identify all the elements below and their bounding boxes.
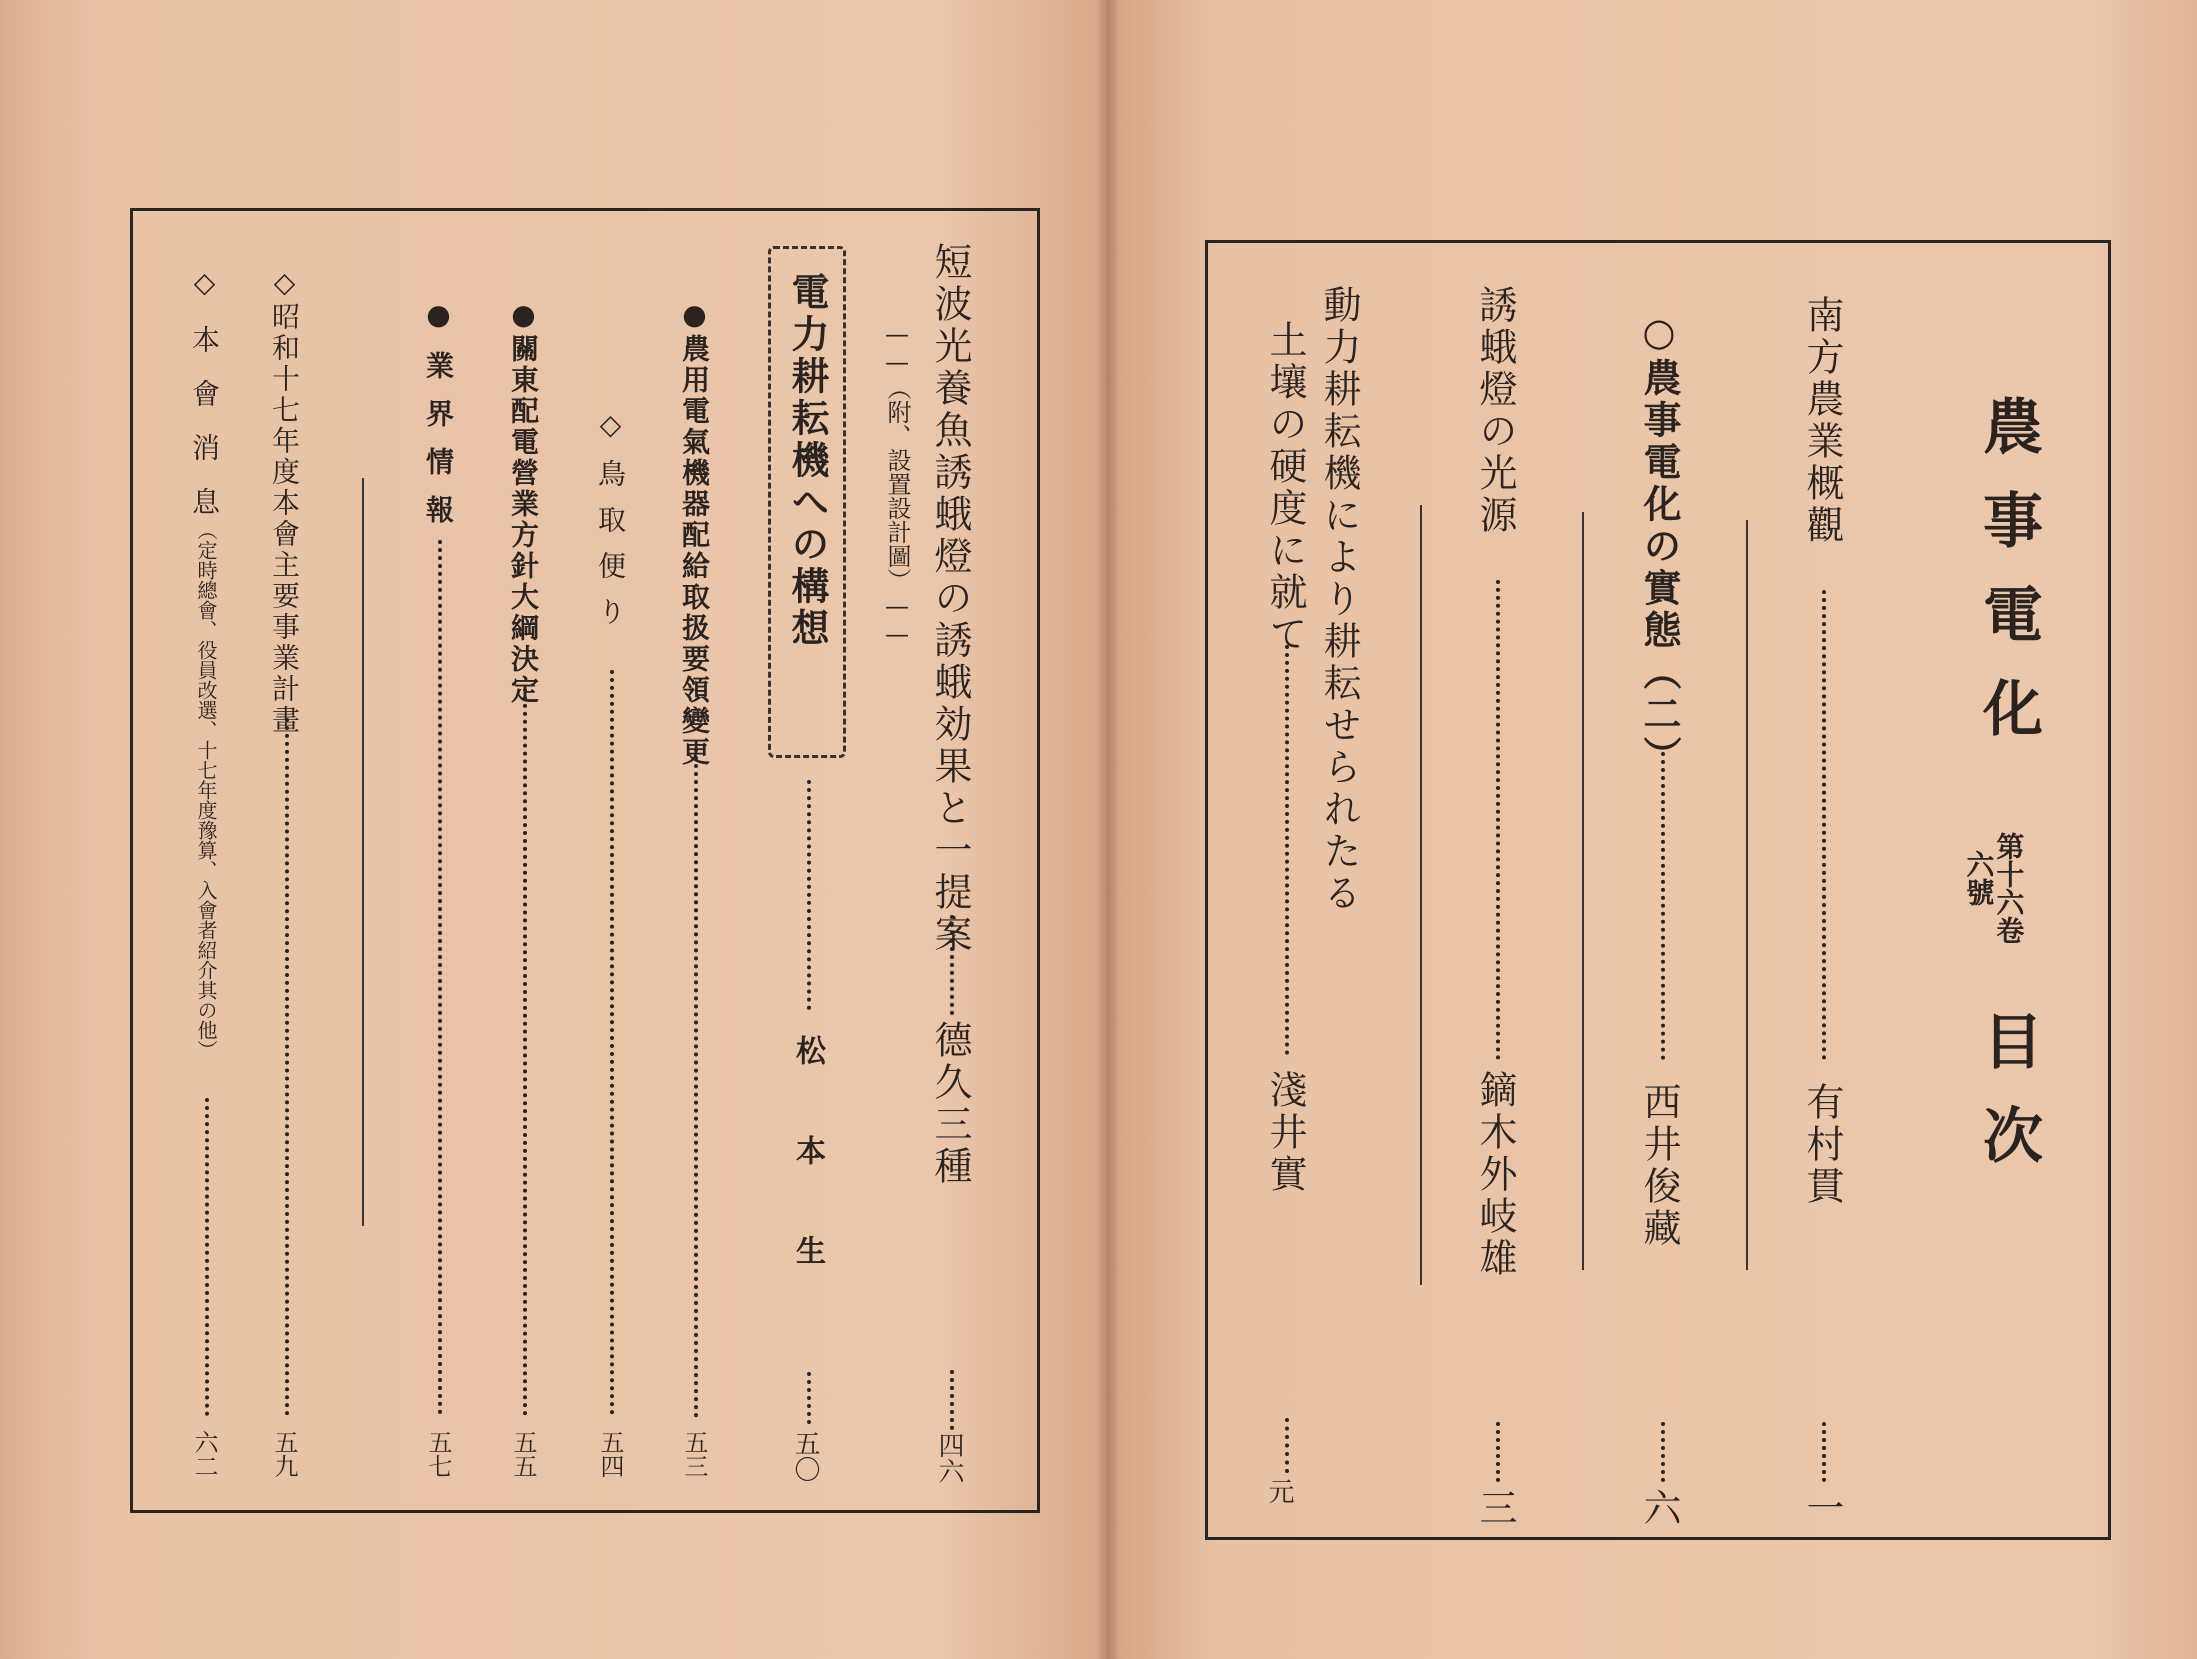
toc-entry-title[interactable]: 短波光養魚誘蛾燈の誘蛾効果と一提案: [928, 242, 972, 956]
dot-leader: [950, 915, 954, 1015]
divider-line: [362, 478, 364, 1226]
toc-entry-page: 元: [1264, 1478, 1294, 1508]
toc-entry-page: 三: [1473, 1488, 1517, 1530]
dot-leader: [1285, 1418, 1289, 1473]
toc-entry-author: 淺井實: [1263, 1070, 1307, 1196]
toc-entry-subtitle: （定時總會、役員改選、十七年度豫算、入會者紹介其の他）: [194, 520, 218, 1060]
divider-line: [1746, 520, 1748, 1270]
dot-leader: [1661, 752, 1665, 1060]
toc-entry-title[interactable]: ●關東配電營業方針大綱決定: [507, 298, 540, 706]
toc-entry-page: 五七: [424, 1430, 452, 1478]
dot-leader: [1285, 645, 1289, 1055]
toc-entry-author: 鏑木外岐雄: [1473, 1070, 1517, 1280]
toc-entry-page: 五九: [270, 1430, 298, 1478]
dot-leader: [205, 1098, 209, 1416]
toc-entry-title[interactable]: ○農事電化の實態（二）: [1637, 310, 1681, 778]
dot-leader: [523, 688, 527, 1416]
toc-entry-title[interactable]: ◇本會消息: [188, 266, 221, 541]
volume-number-1: 第十六卷: [1992, 832, 2026, 944]
dot-leader: [285, 718, 289, 1416]
divider-line: [1582, 512, 1584, 1270]
toc-entry-title[interactable]: ◇鳥取便り: [594, 408, 627, 643]
dot-leader: [807, 780, 811, 1010]
toc-entry-author: 德久三種: [928, 1020, 972, 1188]
toc-entry-page: 六: [1637, 1488, 1681, 1530]
toc-entry-title[interactable]: ●業界情報: [422, 298, 455, 543]
toc-entry-title[interactable]: 南方農業概觀: [1800, 295, 1844, 547]
dot-leader: [438, 540, 442, 1415]
toc-entry-title[interactable]: 誘蛾燈の光源: [1473, 285, 1517, 537]
dot-leader: [694, 748, 698, 1418]
toc-entry-author: 有村貫: [1800, 1082, 1844, 1208]
toc-heading: 目次: [1973, 1010, 2043, 1198]
toc-entry-author: 松本生: [790, 1035, 825, 1335]
dot-leader: [1496, 1422, 1500, 1482]
toc-entry-title[interactable]: 動力耕耘機により耕耘せられたる: [1317, 285, 1361, 915]
dot-leader: [1822, 1422, 1826, 1482]
dot-leader: [610, 670, 614, 1415]
toc-entry-title[interactable]: 電力耕耘機への構想: [785, 272, 829, 650]
toc-entry-author: 西井俊藏: [1637, 1082, 1681, 1250]
divider-line: [1420, 505, 1422, 1285]
magazine-title: 農事電化: [1973, 395, 2043, 771]
toc-entry-title[interactable]: ◇昭和十七年度本會主要事業計畫: [268, 266, 301, 736]
toc-entry-title-line2: 土壤の硬度に就て: [1263, 320, 1307, 656]
dot-leader: [950, 1370, 954, 1430]
dot-leader: [1496, 580, 1500, 1060]
dot-leader: [807, 1372, 811, 1424]
toc-entry-page: 五三: [680, 1430, 708, 1478]
toc-entry-page: 四六: [934, 1432, 964, 1484]
book-gutter: [1096, 0, 1120, 1659]
toc-entry-page: 一: [1800, 1488, 1844, 1530]
dot-leader: [1661, 1422, 1665, 1482]
volume-number-2: 六號: [1962, 850, 1996, 906]
dot-leader: [1822, 590, 1826, 1060]
toc-entry-title[interactable]: ●農用電氣機器配給取扱要領變更: [678, 298, 711, 768]
toc-entry-page: 六二: [190, 1430, 218, 1478]
toc-entry-page: 五四: [596, 1430, 624, 1478]
toc-entry-subtitle: ——（附、設置設計圖）——: [883, 320, 911, 648]
toc-entry-page: 五五: [509, 1430, 537, 1478]
toc-entry-page: 五〇: [790, 1430, 820, 1482]
